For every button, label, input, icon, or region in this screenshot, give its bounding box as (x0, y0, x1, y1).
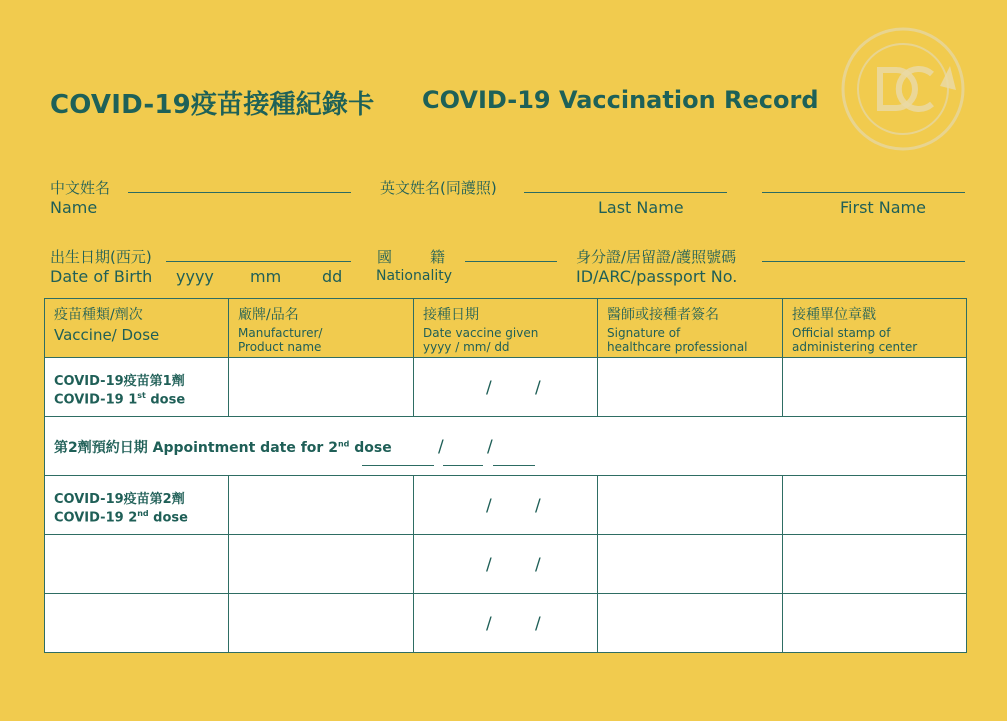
dose-2-label-zh: COVID-19疫苗第2劑 (54, 492, 185, 507)
header-stamp-en-1: Official stamp of (792, 326, 891, 340)
table-header-row (45, 299, 967, 358)
appointment-sup: nd (337, 439, 350, 449)
header-stamp (783, 299, 967, 358)
table-row-dose-2 (45, 476, 967, 535)
cdc-seal-logo (840, 26, 966, 152)
name-zh-line[interactable] (128, 192, 351, 193)
nationality-label-zh-1: 國 (377, 248, 393, 266)
id-label-zh: 身分證/居留證/護照號碼 (576, 248, 737, 266)
header-signature-en-2: healthcare professional (607, 340, 748, 354)
dose-1-label-en (54, 391, 185, 407)
dose-1-stamp-cell[interactable] (783, 358, 967, 417)
header-manufacturer (229, 299, 414, 358)
dob-mm: mm (250, 267, 282, 286)
english-name-label-zh: 英文姓名(同護照) (380, 179, 497, 197)
appointment-prefix: 第2劑預約日期 Appointment date for 2 (54, 440, 338, 456)
dob-line[interactable] (166, 261, 351, 262)
extra-2-label-cell[interactable] (45, 594, 229, 653)
header-signature (598, 299, 783, 358)
table-row-extra-2 (45, 594, 967, 653)
extra-1-date-cell[interactable] (414, 535, 598, 594)
extra-2-signature-cell[interactable] (598, 594, 783, 653)
table-row-appointment (45, 417, 967, 476)
dose-2-en-prefix: COVID-19 (54, 510, 129, 526)
nationality-label-zh-2: 籍 (430, 248, 446, 266)
dose-1-en-num: 1 (128, 392, 138, 408)
dose-2-label-cell (45, 476, 229, 535)
nationality-line[interactable] (465, 261, 557, 262)
dob-label-zh: 出生日期(西元) (50, 248, 152, 266)
header-stamp-en-2: administering center (792, 340, 918, 354)
header-manufacturer-zh: 廠牌/品名 (238, 307, 299, 323)
dob-dd: dd (322, 267, 343, 286)
name-label-zh: 中文姓名 (50, 179, 111, 197)
nationality-label-en: Nationality (376, 268, 453, 284)
dob-label-en: Date of Birth (50, 267, 153, 286)
id-label-en: ID/ARC/passport No. (576, 267, 738, 286)
title-en: COVID-19 Vaccination Record (422, 86, 819, 114)
dose-2-en-sup: nd (137, 509, 149, 518)
header-manufacturer-en-2: Product name (238, 340, 322, 354)
dose-1-date-slash-2: / (535, 378, 541, 398)
table-row-extra-1 (45, 535, 967, 594)
extra-1-signature-cell[interactable] (598, 535, 783, 594)
dose-2-date-cell[interactable] (414, 476, 598, 535)
last-name-line[interactable] (524, 192, 727, 193)
appointment-slash-2: / (487, 437, 493, 457)
name-label-en: Name (50, 198, 98, 217)
dose-2-date-slash-1: / (486, 496, 492, 516)
extra-2-date-cell[interactable] (414, 594, 598, 653)
extra-2-manufacturer-cell[interactable] (229, 594, 414, 653)
appointment-year-line[interactable] (362, 465, 434, 466)
header-manufacturer-en-1: Manufacturer/ (238, 326, 323, 340)
extra-1-manufacturer-cell[interactable] (229, 535, 414, 594)
header-vaccine-dose (45, 299, 229, 358)
first-name-label: First Name (840, 198, 926, 217)
extra-1-label-cell[interactable] (45, 535, 229, 594)
dose-1-date-slash-1: / (486, 378, 492, 398)
dose-2-en-num: 2 (128, 510, 138, 526)
dose-2-label-en (54, 509, 188, 525)
dose-2-date-slash-2: / (535, 496, 541, 516)
header-signature-en-1: Signature of (607, 326, 681, 340)
appointment-cell[interactable] (45, 417, 967, 476)
dose-1-label-zh: COVID-19疫苗第1劑 (54, 374, 185, 389)
extra-2-stamp-cell[interactable] (783, 594, 967, 653)
dose-1-en-sup: st (137, 391, 146, 400)
extra-1-stamp-cell[interactable] (783, 535, 967, 594)
dose-2-stamp-cell[interactable] (783, 476, 967, 535)
dose-2-manufacturer-cell[interactable] (229, 476, 414, 535)
header-vaccine-dose-zh: 疫苗種類/劑次 (54, 307, 143, 323)
header-vaccine-dose-en: Vaccine/ Dose (54, 326, 160, 344)
extra-2-date-slash-1: / (486, 614, 492, 634)
dose-1-en-prefix: COVID-19 (54, 392, 129, 408)
appointment-label (54, 437, 392, 457)
dose-1-manufacturer-cell[interactable] (229, 358, 414, 417)
header-date-en-2: yyyy / mm/ dd (423, 340, 510, 354)
header-signature-zh: 醫師或接種者簽名 (607, 307, 719, 323)
extra-2-date-slash-2: / (535, 614, 541, 634)
extra-1-date-slash-2: / (535, 555, 541, 575)
appointment-day-line[interactable] (493, 465, 535, 466)
header-date (414, 299, 598, 358)
appointment-month-line[interactable] (443, 465, 483, 466)
dose-1-signature-cell[interactable] (598, 358, 783, 417)
dob-yyyy: yyyy (176, 267, 214, 286)
dose-2-en-suffix: dose (148, 510, 188, 526)
dose-2-signature-cell[interactable] (598, 476, 783, 535)
dose-1-date-cell[interactable] (414, 358, 598, 417)
appointment-slash-1: / (438, 437, 444, 457)
table-row-dose-1 (45, 358, 967, 417)
first-name-line[interactable] (762, 192, 965, 193)
header-date-zh: 接種日期 (423, 307, 479, 323)
title-zh: COVID-19疫苗接種紀錄卡 (50, 90, 375, 120)
header-date-en-1: Date vaccine given (423, 326, 539, 340)
last-name-label: Last Name (598, 198, 684, 217)
dose-1-en-suffix: dose (145, 392, 186, 408)
dose-1-label-cell (45, 358, 229, 417)
appointment-suffix: dose (349, 440, 392, 456)
id-line[interactable] (762, 261, 965, 262)
header-stamp-zh: 接種單位章戳 (792, 307, 876, 323)
vaccination-table (44, 298, 967, 653)
extra-1-date-slash-1: / (486, 555, 492, 575)
